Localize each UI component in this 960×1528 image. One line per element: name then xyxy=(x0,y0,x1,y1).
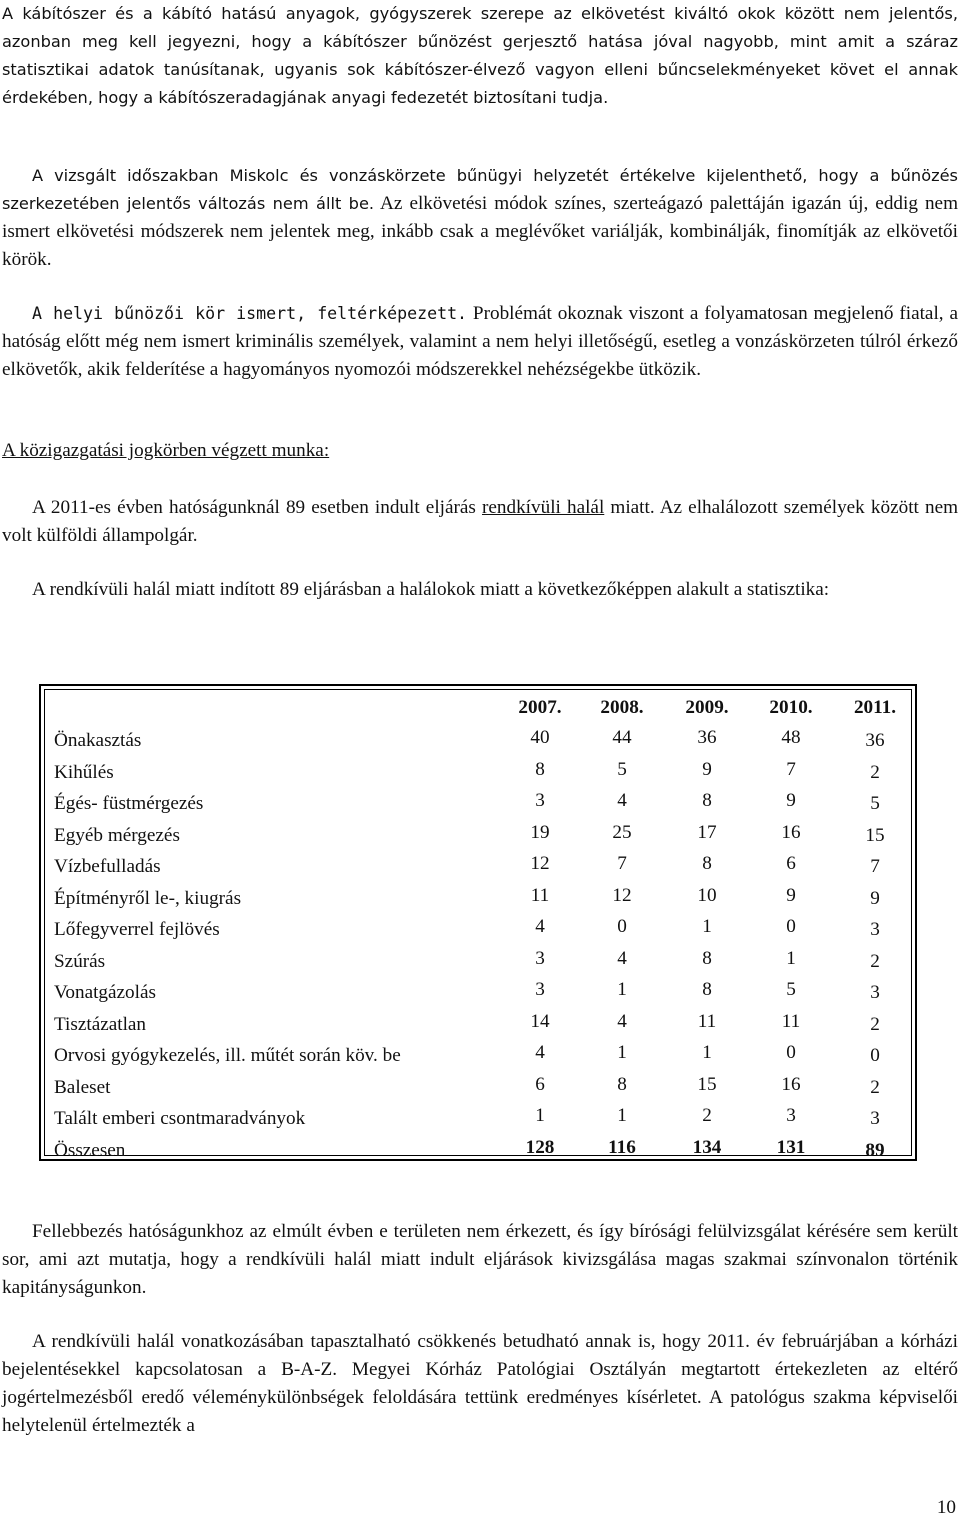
paragraph-drugs: A kábítószer és a kábító hatású anyagok, gyógyszerek szerepe az elkövetést kiváltó okok között nem jelentős, azonban meg kell jegyezni, hogy a kábítószer bűnözést gerjesztő hatása jóval nagyobb, mint amit a száraz statisztikai adatok tanúsítanak, ugyanis sok kábítószer-élvező vagyon elleni bűncselekményeket követ el annak érdekében, hogy a kábítószeradagjának anyagi fedezetét biztosítani tudja. xyxy=(2,4,958,107)
table-cell: 8 xyxy=(617,1073,627,1095)
table-cell: 16 xyxy=(781,1073,801,1095)
paragraph-local-offenders xyxy=(2,300,958,384)
table-cell: 0 xyxy=(617,916,627,937)
paragraph-crime-structure xyxy=(2,162,958,274)
row-label: Önakasztás xyxy=(54,730,142,751)
paragraph-crime-structure-a: A vizsgált időszakban Miskolc és vonzáskörzete bűnügyi helyzetét értékelve kijelenthető, hogy a bűnözés szerkezetében jelentős változás nem állt be. xyxy=(2,166,958,213)
table-row xyxy=(45,943,911,975)
table-cell: 12 xyxy=(612,884,632,906)
table-cell: 1 xyxy=(702,916,712,937)
total-label: Összesen xyxy=(54,1140,126,1161)
table-row xyxy=(45,848,911,880)
table-cell: 3 xyxy=(786,1105,796,1126)
year-header: 2010. xyxy=(769,697,813,718)
total-cell: 128 xyxy=(525,1137,555,1158)
table-cell: 5 xyxy=(617,758,627,780)
paragraph-2011-cases xyxy=(2,494,958,550)
total-cell: 134 xyxy=(692,1137,722,1158)
table-cell: 12 xyxy=(530,853,550,874)
table-row xyxy=(45,1069,911,1101)
paragraph-appeals: Fellebbezés hatóságunkhoz az elmúlt évben e területen nem érkezett, és így bírósági felülvizsgálat kérésére sem került sor, ami azt mutatja, hogy a rendkívüli halál miatt indult eljárások kivizsgálása magas szakmai színvonalon történik kapitányságunkon. xyxy=(2,1221,958,1298)
table-cell: 16 xyxy=(781,821,801,843)
table-row xyxy=(45,911,911,943)
table-row xyxy=(45,1100,911,1132)
table-cell: 1 xyxy=(617,1105,627,1126)
row-label: Szúrás xyxy=(54,950,106,972)
table-cell: 9 xyxy=(786,884,796,906)
table-cell: 1 xyxy=(786,947,796,969)
table-cell: 8 xyxy=(702,947,712,969)
section-heading: A közigazgatási jogkörben végzett munka: xyxy=(2,440,330,461)
table-row xyxy=(45,722,911,754)
row-label: Építményről le-, kiugrás xyxy=(54,887,242,909)
row-label: Egyéb mérgezés xyxy=(54,824,180,846)
table-cell: 5 xyxy=(870,793,880,814)
table-cell: 3 xyxy=(535,947,545,969)
table-cell: 9 xyxy=(786,790,796,811)
table-cell: 3 xyxy=(870,982,880,1003)
table-cell: 25 xyxy=(612,821,632,843)
table-cell: 2 xyxy=(702,1105,712,1126)
table-cell: 10 xyxy=(697,884,717,906)
total-cell: 116 xyxy=(608,1137,636,1158)
table-cell: 19 xyxy=(530,821,550,843)
table-cell: 15 xyxy=(697,1073,717,1095)
table-cell: 8 xyxy=(535,758,545,780)
table-row xyxy=(45,1006,911,1038)
table-row xyxy=(45,1037,911,1069)
table-row xyxy=(45,974,911,1006)
table-cell: 3 xyxy=(535,790,545,811)
table-cell: 0 xyxy=(786,916,796,937)
year-header: 2011. xyxy=(853,697,897,718)
table-cell: 3 xyxy=(870,1108,880,1129)
table-cell: 3 xyxy=(535,979,545,1000)
table-cell: 17 xyxy=(697,821,717,843)
table-cell: 0 xyxy=(786,1042,796,1063)
table-cell: 7 xyxy=(786,758,796,780)
table-cell: 6 xyxy=(786,853,796,874)
table-cell: 40 xyxy=(530,727,550,748)
page-number: 10 xyxy=(936,1497,956,1518)
table-row xyxy=(45,880,911,912)
row-label: Vízbefulladás xyxy=(54,856,161,877)
death-causes-table xyxy=(39,684,917,1161)
row-label: Baleset xyxy=(54,1076,111,1098)
table-cell: 36 xyxy=(865,730,885,751)
table-cell: 9 xyxy=(702,758,712,780)
table-cell: 11 xyxy=(530,884,550,906)
paragraph-decrease: A rendkívüli halál vonatkozásában tapasztalható csökkenés betudható annak is, hogy 2011. év februárjában a kórházi bejelentésekkel kapcsolatosan a B-A-Z. Megyei Kórház Patológiai Osztályán megtartott értekezleten az eltérő jogértelmezésből eredő véleménykülönbségek feloldására tettünk eredményes kísérletet. A patológus szakma képviselői helytelenül értelmezték a xyxy=(2,1331,958,1436)
table-cell: 9 xyxy=(870,887,880,909)
table-cell: 4 xyxy=(617,790,627,811)
table-inner-border xyxy=(44,689,912,1161)
table-cell: 3 xyxy=(870,919,880,940)
paragraph-local-offenders-a: A helyi bűnözői kör ismert, feltérképezett. xyxy=(32,304,468,323)
table-cell: 1 xyxy=(617,1042,627,1063)
table-cell: 4 xyxy=(535,1042,545,1063)
table-cell: 6 xyxy=(535,1073,545,1095)
year-header: 2009. xyxy=(685,697,729,718)
table-cell: 1 xyxy=(702,1042,712,1063)
table-cell: 8 xyxy=(702,853,712,874)
row-label: Orvosi gyógykezelés, ill. műtét során köv. be xyxy=(54,1045,401,1066)
row-label: Talált emberi csontmaradványok xyxy=(54,1108,306,1129)
year-header: 2007. xyxy=(518,697,562,718)
table-cell: 1 xyxy=(535,1105,545,1126)
table-cell: 36 xyxy=(697,727,717,748)
paragraph-2011-cases-b: miatt. Az elhalálozott személyek között nem volt külföldi állampolgár. xyxy=(2,497,959,546)
table-cell: 8 xyxy=(702,979,712,1000)
row-label: Lőfegyverrel fejlövés xyxy=(54,919,220,940)
table-row xyxy=(45,785,911,817)
table-cell: 44 xyxy=(612,727,632,748)
paragraph-local-offenders-b: Problémát okoznak viszont a folyamatosan megjelenő fiatal, a hatóság előtt még nem ismert kriminális személyek, valamint a nem helyi illetőségű, esetleg a vonzáskörzeten túlról érkező elkövetők, akik felderítése a hagyományos nyomozói módszerekkel nehézségekbe ütközik. xyxy=(2,303,958,380)
table-cell: 15 xyxy=(865,824,885,846)
year-header: 2008. xyxy=(600,697,644,718)
table-cell: 48 xyxy=(781,727,801,748)
table-header-row xyxy=(45,692,911,724)
row-label: Vonatgázolás xyxy=(54,982,156,1003)
table-cell: 2 xyxy=(870,1013,880,1035)
paragraph-statistics-intro: A rendkívüli halál miatt indított 89 eljárásban a halálokok miatt a következőképpen alakult a statisztika: xyxy=(32,579,830,600)
paragraph-crime-structure-b: Az elkövetési módok színes, szerteágazó palettáján igazán új, eddig nem ismert elkövetési módszerek nem jelentek meg, inkább csak a meglévőket variálják, kombinálják, finomítják az elkövetői körök. xyxy=(2,193,958,270)
table-cell: 14 xyxy=(530,1010,550,1032)
table-cell: 5 xyxy=(786,979,796,1000)
table-total-row xyxy=(45,1132,911,1164)
row-label: Tisztázatlan xyxy=(54,1013,147,1035)
table-row xyxy=(45,817,911,849)
table-cell: 1 xyxy=(617,979,627,1000)
table-row xyxy=(45,754,911,786)
table-cell: 7 xyxy=(870,856,880,877)
table-cell: 4 xyxy=(617,947,627,969)
table-cell: 2 xyxy=(870,950,880,972)
total-cell: 131 xyxy=(776,1137,806,1158)
table-cell: 7 xyxy=(617,853,627,874)
paragraph-2011-cases-a: A 2011-es évben hatóságunknál 89 esetben indult eljárás xyxy=(32,497,482,518)
table-cell: 11 xyxy=(697,1010,717,1032)
table-cell: 4 xyxy=(617,1010,627,1032)
table-cell: 4 xyxy=(535,916,545,937)
total-cell: 89 xyxy=(865,1140,885,1161)
table-cell: 2 xyxy=(870,1076,880,1098)
row-label: Kihűlés xyxy=(54,761,114,783)
table-cell: 0 xyxy=(870,1045,880,1066)
table-cell: 11 xyxy=(781,1010,801,1032)
extraordinary-death-term: rendkívüli halál xyxy=(482,497,605,518)
row-label: Égés- füstmérgezés xyxy=(54,793,204,814)
table-cell: 8 xyxy=(702,790,712,811)
table-cell: 2 xyxy=(870,761,880,783)
